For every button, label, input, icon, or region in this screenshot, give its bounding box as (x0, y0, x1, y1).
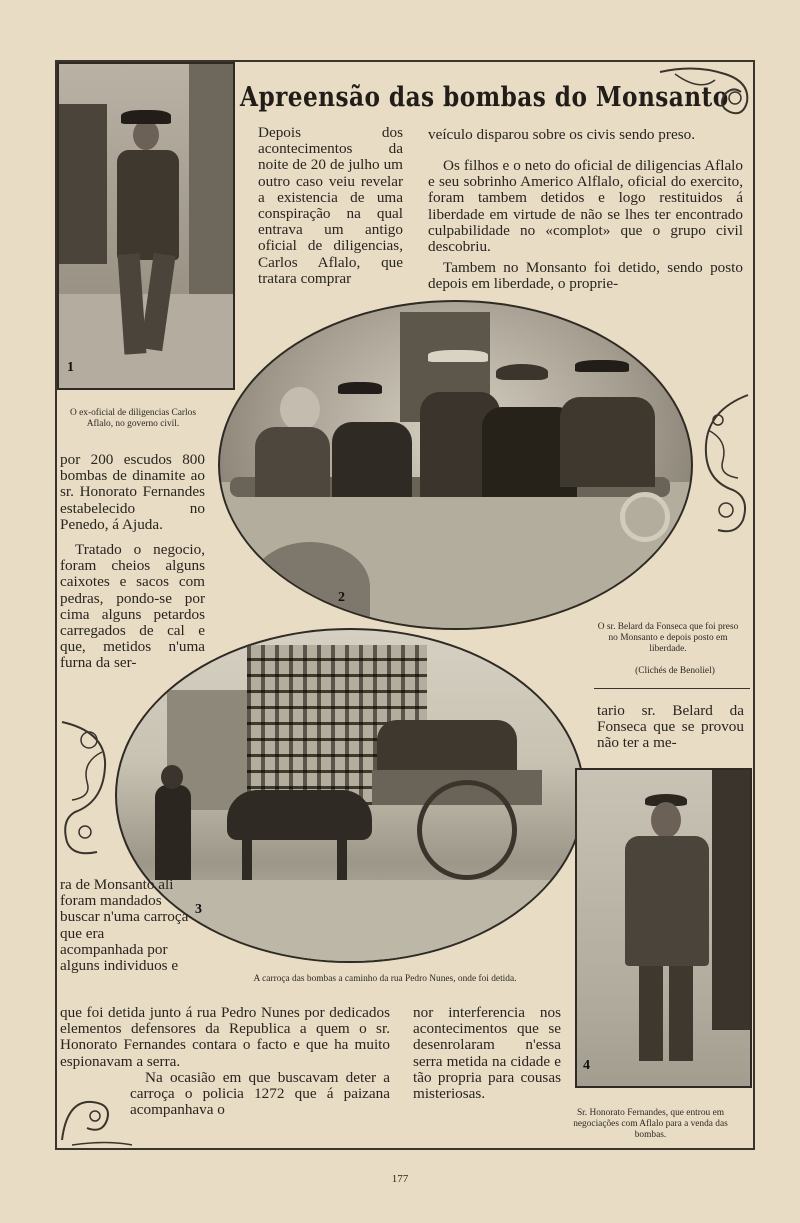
bottom-left-text: que foi detida junto á rua Pedro Nunes por dedicados elementos defensores da Republica a quem o sr. Honorato Fernandes contara o facto e que ha muito espionavam a serra. (60, 1004, 390, 1070)
article-title: Apreensão das bombas do Monsanto (240, 82, 729, 113)
caption-photo-3: A carroça das bombas a caminho da rua Pedro Nunes, onde foi detida. (253, 974, 517, 984)
man-jacket (625, 836, 709, 966)
photo-credit: (Clichés de Benoliel) (635, 666, 715, 676)
photo-honorato-fernandes (575, 768, 752, 1088)
photo-car-arrest (218, 300, 693, 630)
photo-number-2: 2 (338, 590, 345, 605)
building-wall (189, 64, 235, 324)
photo-number-4: 4 (583, 1058, 590, 1073)
car-wheel-arch (250, 542, 370, 630)
photo-carlos-aflalo (57, 62, 235, 390)
car-horn-icon (620, 492, 670, 542)
passenger-1 (255, 427, 330, 497)
right-mid-text: tario sr. Belard da Fonseca que se provou não ter a me- (597, 702, 744, 752)
page-number: 177 (391, 1173, 409, 1185)
col1-top-text: Depois dos acontecimentos da noite de 20 de julho um outro caso veiu revelar a existencia de uma conspiração na qual entrava um antigo oficial de diligencias, Carlos Aflalo, que tratara comprar (258, 124, 403, 287)
cap-icon (496, 364, 548, 380)
side-ornament-right (688, 390, 754, 540)
left-low-text: ra de Monsanto ali foram mandados buscar n'uma carroça que era acompanhada por alguns individuos e (60, 876, 189, 975)
cart-wheel-icon (417, 780, 517, 880)
left-mid-paragraph-2: Tratado o negocio, foram cheios alguns caixotes e sacos com pedras, pondo-se por cima alguns petardos carregados de cal e que, metidos n'uma furna da ser- (60, 541, 205, 672)
caption-photo-4: Sr. Honorato Fernandes, que entrou em negociações com Aflalo para a venda das bombas. (573, 1108, 728, 1140)
dark-doorway (712, 770, 752, 1030)
col2-top-text: veículo disparou sobre os civis sendo preso. (428, 126, 695, 143)
man-head (133, 120, 159, 150)
straw-hat-icon (428, 350, 488, 362)
bottom-left-paragraph-2: Na ocasião em que buscavam deter a carroça o policia 1272 que á paizana acompanhava o (130, 1069, 390, 1119)
corner-ornament-bottom-left (57, 1090, 137, 1148)
passenger-hat-icon (280, 387, 320, 431)
passenger-2 (332, 422, 412, 497)
caption-photo-1: O ex-oficial de diligencias Carlos Aflalo, no governo civil. (70, 408, 196, 429)
man-coat (117, 150, 179, 260)
left-mid-text: por 200 escudos 800 bombas de dinamite ao sr. Honorato Fernandes estabelecido no Penedo, á Ajuda. (60, 451, 205, 533)
driver (560, 397, 655, 487)
doorway (59, 104, 107, 264)
corner-ornament-top-right (655, 62, 755, 120)
column-rule-right (594, 688, 750, 689)
col2-paragraph-2: Os filhos e o neto do oficial de diligencias Aflalo e seu sobrinho Americo Alflalo, oficial do exercito, foram tambem detidos e logo restituidos á liberdade em virtude de não se lhes ter encontrado culpabilidade no «complot» que o grupo civil descobriu. (428, 157, 743, 256)
man-head (651, 802, 681, 838)
col2-paragraph-3: Tambem no Monsanto foi detido, sendo posto depois em liberdade, o proprie- (428, 259, 743, 293)
man-leg-left (639, 966, 663, 1061)
photo-number-3: 3 (195, 902, 202, 917)
man-leg-right (669, 966, 693, 1061)
horse (227, 790, 372, 840)
driver-hat-icon (575, 360, 629, 372)
bottom-mid-text: nor interferencia nos acontecimentos que se desenrolaram n'essa serra metida na cidade e tão propria para cousas misteriosas. (413, 1004, 561, 1103)
bowler-hat-icon (121, 110, 171, 124)
caption-photo-2: O sr. Belard da Fonseca que foi preso no Monsanto e depois posto em liberdade. (597, 622, 739, 654)
policeman-head (161, 765, 183, 789)
passenger-2-hat-icon (338, 382, 382, 394)
photo-number-1: 1 (67, 360, 74, 375)
